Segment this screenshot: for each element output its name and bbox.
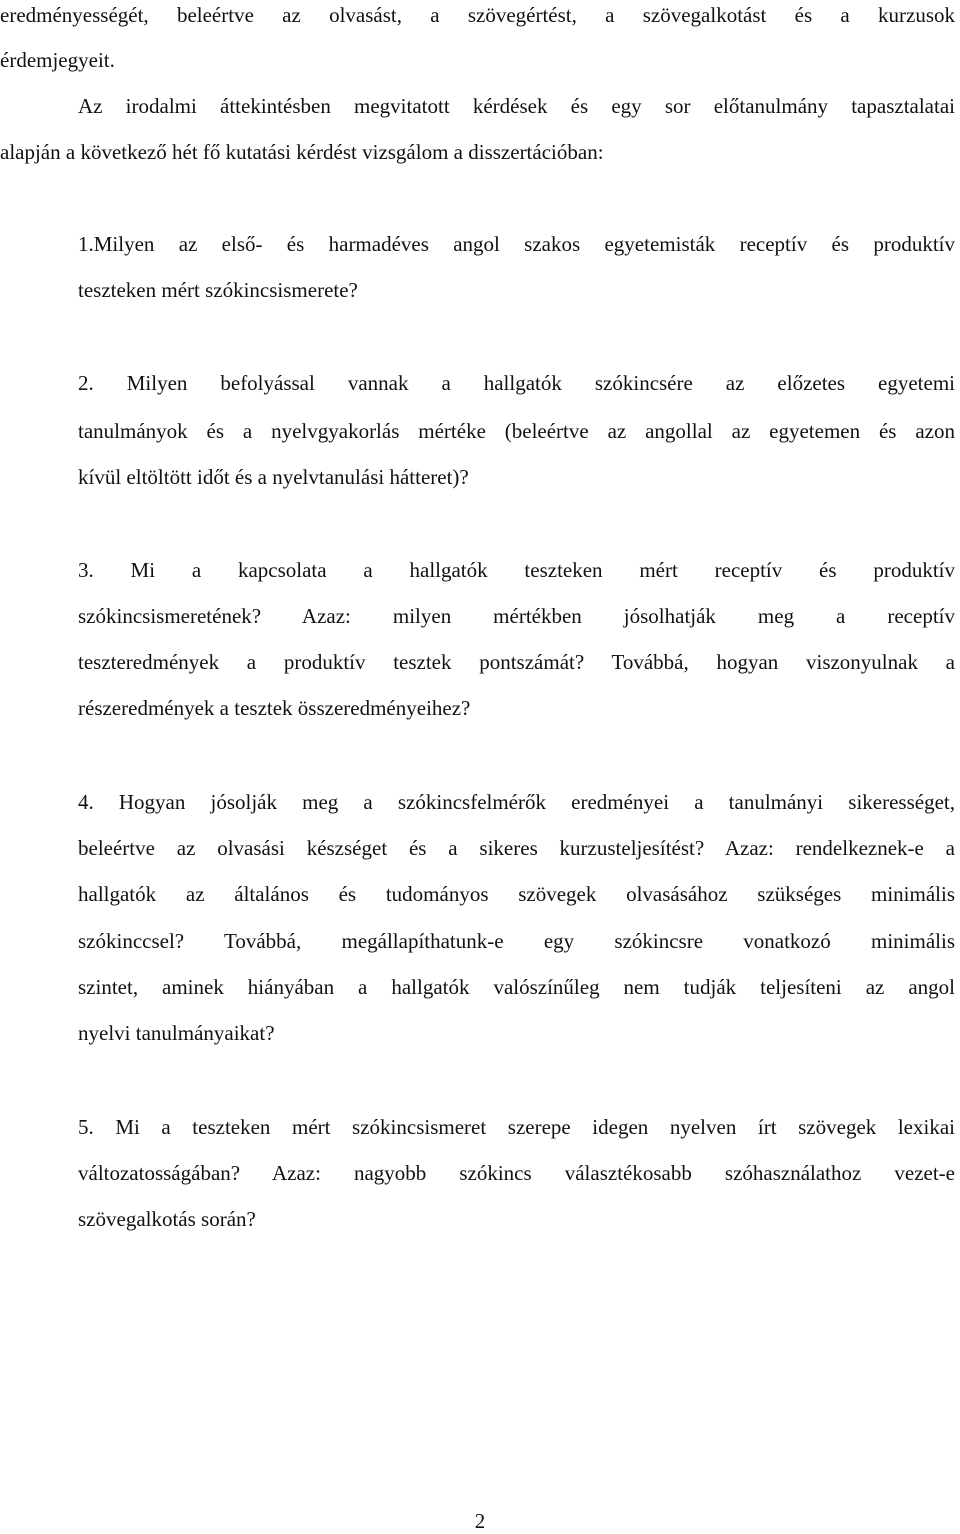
question-5-line-2: változatosságában? Azaz: nagyobb szókincs választékosabb szóhasználathoz vezet-e [78,1161,955,1185]
question-3-line-3: teszteredmények a produktív tesztek pontszámát? Továbbá, hogyan viszonyulnak a [78,650,955,674]
question-3-line-4: részeredmények a tesztek összeredményeihez? [78,696,471,720]
question-4-line-1: 4. Hogyan jósolják meg a szókincsfelmérők eredményei a tanulmányi sikerességet, [78,790,955,814]
intro-line-2: érdemjegyeit. [0,48,115,72]
question-5-line-1: 5. Mi a teszteken mért szókincsismeret szerepe idegen nyelven írt szövegek lexikai [78,1115,955,1139]
page-number: 2 [474,1509,486,1533]
question-3-line-2: szókincsismeretének? Azaz: milyen mértékben jósolhatják meg a receptív [78,604,955,628]
question-1-line-1: 1.Milyen az első- és harmadéves angol szakos egyetemisták receptív és produktív [78,232,955,256]
question-5-line-3: szövegalkotás során? [78,1207,256,1231]
question-1-line-2: teszteken mért szókincsismerete? [78,278,358,302]
question-4-line-3: hallgatók az általános és tudományos szövegek olvasásához szükséges minimális [78,882,955,906]
intro-line-3: Az irodalmi áttekintésben megvitatott kérdések és egy sor előtanulmány tapasztalatai [78,94,955,118]
question-4-line-6: nyelvi tanulmányaikat? [78,1021,275,1045]
intro-line-1: eredményességét, beleértve az olvasást, a szövegértést, a szövegalkotást és a kurzusok [0,3,955,27]
intro-line-4: alapján a következő hét fő kutatási kérdést vizsgálom a disszertációban: [0,140,604,164]
question-4-line-5: szintet, aminek hiányában a hallgatók valószínűleg nem tudják teljesíteni az angol [78,975,955,999]
question-3-line-1: 3. Mi a kapcsolata a hallgatók teszteken mért receptív és produktív [78,558,955,582]
question-4-line-4: szókinccsel? Továbbá, megállapíthatunk-e egy szókincsre vonatkozó minimális [78,929,955,953]
question-4-line-2: beleértve az olvasási készséget és a sikeres kurzusteljesítést? Azaz: rendelkeznek-e a [78,836,955,860]
question-2-line-2: tanulmányok és a nyelvgyakorlás mértéke (beleértve az angollal az egyetemen és azon [78,419,955,443]
question-2-line-1: 2. Milyen befolyással vannak a hallgatók szókincsére az előzetes egyetemi [78,371,955,395]
question-2-line-3: kívül eltöltött időt és a nyelvtanulási hátteret)? [78,465,469,489]
